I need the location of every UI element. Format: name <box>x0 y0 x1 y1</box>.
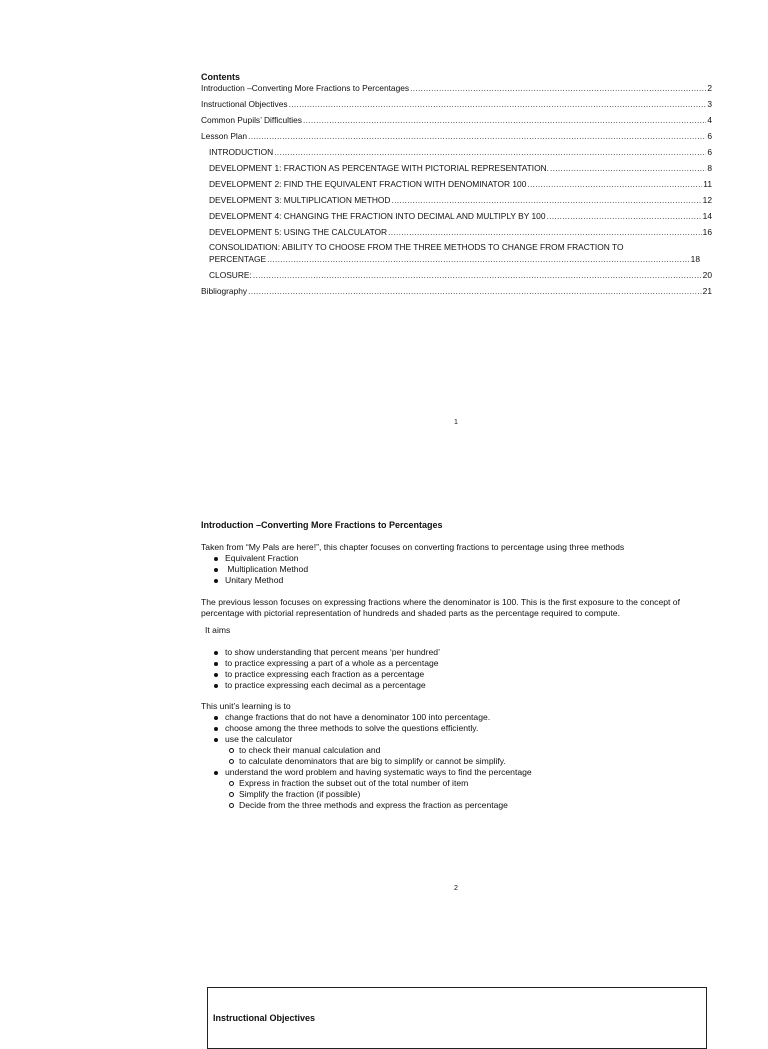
toc-title: Contents <box>201 72 240 82</box>
toc-leader <box>410 83 706 94</box>
toc-leader <box>546 211 701 222</box>
toc-entry-label: DEVELOPMENT 5: USING THE CALCULATOR <box>209 227 388 237</box>
toc-entry-page: 20 <box>702 270 712 280</box>
sub-list-item: Simplify the fraction (if possible) <box>201 789 532 800</box>
toc-entry-page: 11 <box>703 179 712 189</box>
toc-entry-lesson-plan[interactable] <box>201 131 712 142</box>
aims-label: It aims <box>205 625 231 635</box>
intro-lead-paragraph: Taken from “My Pals are here!”, this chapter focuses on converting fractions to percentage using three methods <box>201 542 625 552</box>
list-item-text: understand the word problem and having systematic ways to find the percentage <box>225 767 532 777</box>
page-number: 2 <box>454 885 458 892</box>
list-item: to show understanding that percent means ‘per hundred’ <box>201 647 440 658</box>
list-item: to practice expressing each fraction as a percentage <box>201 669 440 680</box>
toc-entry-label: INTRODUCTION <box>209 147 274 157</box>
toc-entry-page: 4 <box>707 115 712 125</box>
toc-leader <box>248 131 706 142</box>
list-item-text: use the calculator <box>225 734 293 744</box>
toc-leader <box>289 99 707 110</box>
toc-entry-development-3[interactable] <box>209 195 712 206</box>
toc-entry-development-4[interactable] <box>209 211 712 222</box>
toc-leader <box>303 115 706 126</box>
toc-entry-label: DEVELOPMENT 1: FRACTION AS PERCENTAGE WITH PICTORIAL REPRESENTATION. <box>209 163 550 173</box>
list-item: choose among the three methods to solve the questions efficiently. <box>201 723 532 734</box>
toc-entry-common-difficulties[interactable] <box>201 115 712 126</box>
toc-leader <box>550 163 706 174</box>
toc-leader <box>527 179 702 190</box>
objectives-heading: Instructional Objectives <box>213 1013 316 1023</box>
list-item: Multiplication Method <box>201 564 308 575</box>
toc-entry-development-1[interactable] <box>209 163 712 174</box>
toc-entry-page: 3 <box>707 99 712 109</box>
toc-entry-introduction-sub[interactable] <box>209 147 712 158</box>
toc-entry-label: Bibliography <box>201 286 248 296</box>
toc-entry-page: 8 <box>707 163 712 173</box>
toc-entry-page: 21 <box>702 286 712 296</box>
word-problem-sublist <box>201 778 532 811</box>
toc-entry-page: 2 <box>707 83 712 93</box>
calculator-sublist <box>201 745 532 767</box>
toc-leader <box>388 227 702 238</box>
toc-entry-page: 12 <box>702 195 712 205</box>
toc-entry-development-2[interactable] <box>209 179 712 190</box>
toc-entry-instructional-objectives[interactable] <box>201 99 712 110</box>
toc-entry-page: 14 <box>702 211 712 221</box>
sub-list-item: to check their manual calculation and <box>201 745 532 756</box>
learning-list <box>201 712 532 811</box>
toc-entry-consolidation-line1[interactable]: CONSOLIDATION: ABILITY TO CHOOSE FROM THE THREE METHODS TO CHANGE FROM FRACTION TO <box>209 242 624 252</box>
toc-leader <box>253 270 702 281</box>
toc-entry-development-5[interactable] <box>209 227 712 238</box>
toc-entry-label: PERCENTAGE <box>209 254 267 264</box>
toc-entry-label: Common Pupils’ Difficulties <box>201 115 302 125</box>
toc-entry-label: Lesson Plan <box>201 131 248 141</box>
aims-list <box>201 647 440 691</box>
toc-entry-bibliography[interactable] <box>201 286 712 297</box>
toc-leader <box>274 147 706 158</box>
toc-leader <box>267 254 690 265</box>
toc-entry-label: Instructional Objectives <box>201 99 288 109</box>
toc-entry-page: 6 <box>707 147 712 157</box>
learning-label: This unit’s learning is to <box>201 701 291 711</box>
intro-heading: Introduction –Converting More Fractions to Percentages <box>201 520 443 530</box>
toc-entry-introduction[interactable] <box>201 83 712 94</box>
list-item: Equivalent Fraction <box>201 553 308 564</box>
toc-leader <box>248 286 702 297</box>
list-item <box>201 734 532 767</box>
toc-entry-label: CLOSURE: <box>209 270 252 280</box>
toc-entry-label: Introduction –Converting More Fractions to Percentages <box>201 83 410 93</box>
objectives-box <box>207 987 707 1049</box>
list-item <box>201 767 532 811</box>
toc-entry-closure[interactable] <box>209 270 712 281</box>
toc-entry-label: DEVELOPMENT 2: FIND THE EQUIVALENT FRACTION WITH DENOMINATOR 100 <box>209 179 527 189</box>
toc-entry-page: 16 <box>702 227 712 237</box>
sub-list-item: Express in fraction the subset out of the total number of item <box>201 778 532 789</box>
toc-entry-label: DEVELOPMENT 4: CHANGING THE FRACTION INTO DECIMAL AND MULTIPLY BY 100 <box>209 211 546 221</box>
page-number: 1 <box>454 419 458 426</box>
toc-entry-page: 6 <box>707 131 712 141</box>
toc-leader <box>391 195 701 206</box>
sub-list-item: Decide from the three methods and express the fraction as percentage <box>201 800 532 811</box>
toc-entry-label: DEVELOPMENT 3: MULTIPLICATION METHOD <box>209 195 391 205</box>
toc-entry-page: 18 <box>690 254 700 264</box>
list-item: change fractions that do not have a denominator 100 into percentage. <box>201 712 532 723</box>
sub-list-item: to calculate denominators that are big to simplify or cannot be simplify. <box>201 756 532 767</box>
previous-lesson-paragraph: The previous lesson focuses on expressing fractions where the denominator is 100. This is the first exposure to the concept of percentage with pictorial representation of hundreds and shaded parts as the percentage required to compute. <box>201 597 680 618</box>
list-item: to practice expressing a part of a whole as a percentage <box>201 658 440 669</box>
list-item: to practice expressing each decimal as a percentage <box>201 680 440 691</box>
toc-entry-consolidation[interactable] <box>209 254 700 265</box>
list-item: Unitary Method <box>201 575 308 586</box>
methods-list <box>201 553 308 586</box>
